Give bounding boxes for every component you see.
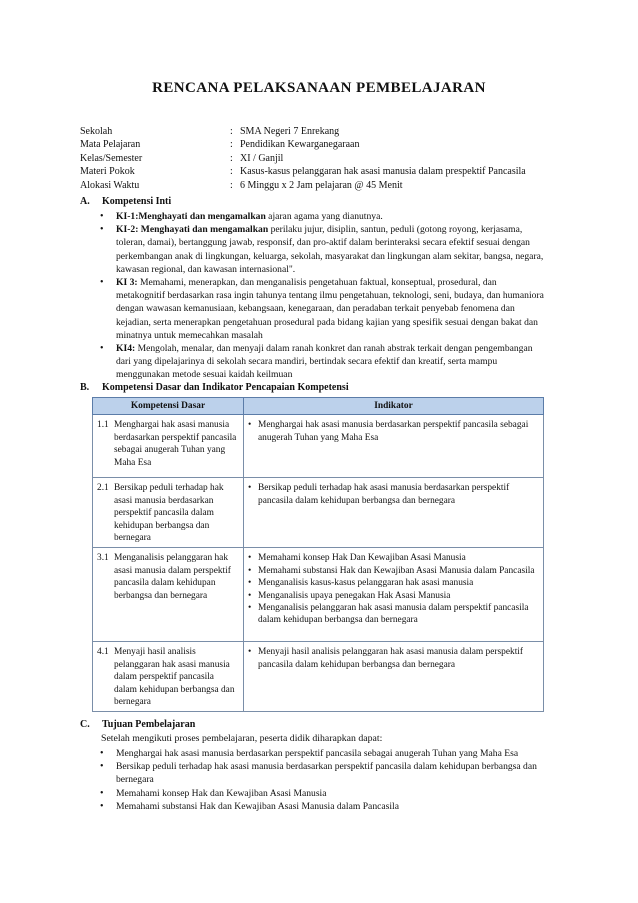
document-title: RENCANA PELAKSANAAN PEMBELAJARAN — [152, 80, 486, 96]
table-row — [93, 415, 544, 478]
section-a-heading: A. Kompetensi Inti — [80, 196, 172, 207]
info-row-materi-pokok: Materi Pokok : Kasus-kasus pelanggaran hak asasi manusia dalam prespektif Pancasila — [80, 165, 570, 178]
list-item: • Menganalisis upaya penegakan Hak Asasi Manusia — [248, 590, 539, 602]
list-item: • Memahami konsep Hak dan Kewajiban Asasi Manusia — [94, 787, 544, 800]
tujuan-list — [94, 747, 544, 813]
column-header-kd: Kompetensi Dasar — [93, 398, 244, 415]
section-b-heading: B. Kompetensi Dasar dan Indikator Pencapaian Kompetensi — [80, 382, 349, 393]
indikator-cell — [244, 642, 544, 712]
section-c-heading: C. Tujuan Pembelajaran — [80, 719, 196, 730]
info-value: XI / Ganjil — [240, 152, 284, 164]
indikator-cell — [244, 478, 544, 548]
indikator-cell — [244, 548, 544, 642]
list-item: • Menyaji hasil analisis pelanggaran hak asasi manusia dalam perspektif pancasila dalam kehidupan berbangsa dan bernegara — [248, 646, 539, 671]
kd-cell: 1.1 Menghargai hak asasi manusia berdasarkan perspektif pancasila sebagai anugerah Tuhan yang Maha Esa — [93, 415, 244, 478]
kd-cell: 4.1 Menyaji hasil analisis pelanggaran hak asasi manusia dalam perspektif pancasila dalam kehidupan berbangsa dan bernegara — [93, 642, 244, 712]
list-item: • Memahami konsep Hak Dan Kewajiban Asasi Manusia — [248, 552, 539, 564]
list-item: • Menghargai hak asasi manusia berdasarkan perspektif pancasila sebagai anugerah Tuhan yang Maha Esa — [248, 419, 539, 444]
info-value: Pendidikan Kewarganegaraan — [240, 139, 360, 151]
table-row — [93, 642, 544, 712]
list-item: • Memahami substansi Hak dan Kewajiban Asasi Manusia dalam Pancasila — [94, 800, 544, 813]
list-item: • Memahami substansi Hak dan Kewajiban Asasi Manusia dalam Pancasila — [248, 565, 539, 577]
info-row-alokasi-waktu: Alokasi Waktu : 6 Minggu x 2 Jam pelajaran @ 45 Menit — [80, 179, 570, 192]
list-item: • Menghargai hak asasi manusia berdasarkan perspektif pancasila sebagai anugerah Tuhan yang Maha Esa — [94, 747, 544, 760]
info-label: Alokasi Waktu — [80, 179, 140, 191]
kd-cell: 2.1 Bersikap peduli terhadap hak asasi manusia berdasarkan perspektif pancasila dalam kehidupan berbangsa dan bernegara — [93, 478, 244, 548]
info-value: 6 Minggu x 2 Jam pelajaran @ 45 Menit — [240, 179, 403, 191]
info-row-sekolah: Sekolah : SMA Negeri 7 Enrekang — [80, 125, 570, 138]
list-item: • KI-1:Menghayati dan mengamalkan ajaran agama yang dianutnya. — [94, 210, 544, 223]
table-row — [93, 478, 544, 548]
list-item: • Menganalisis pelanggaran hak asasi manusia dalam perspektif pancasila dalam kehidupan berbangsa dan bernegara — [248, 602, 539, 627]
list-item: • Bersikap peduli terhadap hak asasi manusia berdasarkan perspektif pancasila dalam kehidupan berbangsa dan bernegara — [94, 760, 544, 786]
list-item: • KI4: Mengolah, menalar, dan menyaji dalam ranah konkret dan ranah abstrak terkait dengan pengembangan dari yang dipelajarinya di sekolah secara mandiri, bertindak secara efektif dan kreatif, serta mampu menggunakan metode sesuai kaidah keilmuan — [94, 342, 544, 382]
info-label: Sekolah — [80, 126, 113, 137]
info-value: Kasus-kasus pelanggaran hak asasi manusia dalam prespektif Pancasila — [240, 166, 526, 178]
list-item: • KI-2: Menghayati dan mengamalkan perilaku jujur, disiplin, santun, peduli (gotong royong, kerjasama, toleran, damai), bertanggung jawab, responsif, dan pro-aktif dalam berinteraksi secara efektif sesuai dengan perkembangan anak di lingkungan, keluarga, sekolah, masyarakat dan lingkungan alam sekitar, bangsa, negara, kawasan regional, dan kawasan internasional". — [94, 223, 544, 276]
info-value: SMA Negeri 7 Enrekang — [240, 126, 340, 137]
table-row — [93, 548, 544, 642]
info-row-kelas-semester: Kelas/Semester : XI / Ganjil — [80, 152, 570, 165]
info-label: Mata Pelajaran — [80, 139, 141, 151]
kd-cell: 3.1 Menganalisis pelanggaran hak asasi manusia dalam perspektif pancasila dalam kehidupan berbangsa dan bernegara — [93, 548, 244, 642]
info-label: Materi Pokok — [80, 166, 135, 178]
kompetensi-indikator-table — [92, 397, 544, 712]
list-item: • Bersikap peduli terhadap hak asasi manusia berdasarkan perspektif pancasila dalam kehidupan berbangsa dan bernegara — [248, 482, 539, 507]
info-row-mata-pelajaran: Mata Pelajaran : Pendidikan Kewarganegaraan — [80, 138, 570, 151]
indikator-cell — [244, 415, 544, 478]
tujuan-intro: Setelah mengikuti proses pembelajaran, peserta didik diharapkan dapat: — [101, 733, 383, 744]
table-header-row — [93, 398, 544, 415]
info-label: Kelas/Semester — [80, 152, 143, 164]
identity-table — [80, 125, 570, 192]
list-item: • KI 3: Memahami, menerapkan, dan menganalisis pengetahuan faktual, konseptual, prosedural, dan metakognitif berdasarkan rasa ingin tahunya tentang ilmu pengetahuan, teknologi, seni, budaya, dan humaniora dengan wawasan kemanusiaan, kebangsaan, kenegaraan, dan peradaban terkait penyebab fenomena dan kejadian, serta menerapkan pengetahuan prosedural pada bidang kajian yang spesifik sesuai dengan bakat dan minatnya untuk memecahkan masalah — [94, 276, 544, 342]
column-header-indikator: Indikator — [244, 398, 544, 415]
list-item: • Menganalisis kasus-kasus pelanggaran hak asasi manusia — [248, 577, 539, 589]
kompetensi-inti-list — [94, 210, 544, 382]
